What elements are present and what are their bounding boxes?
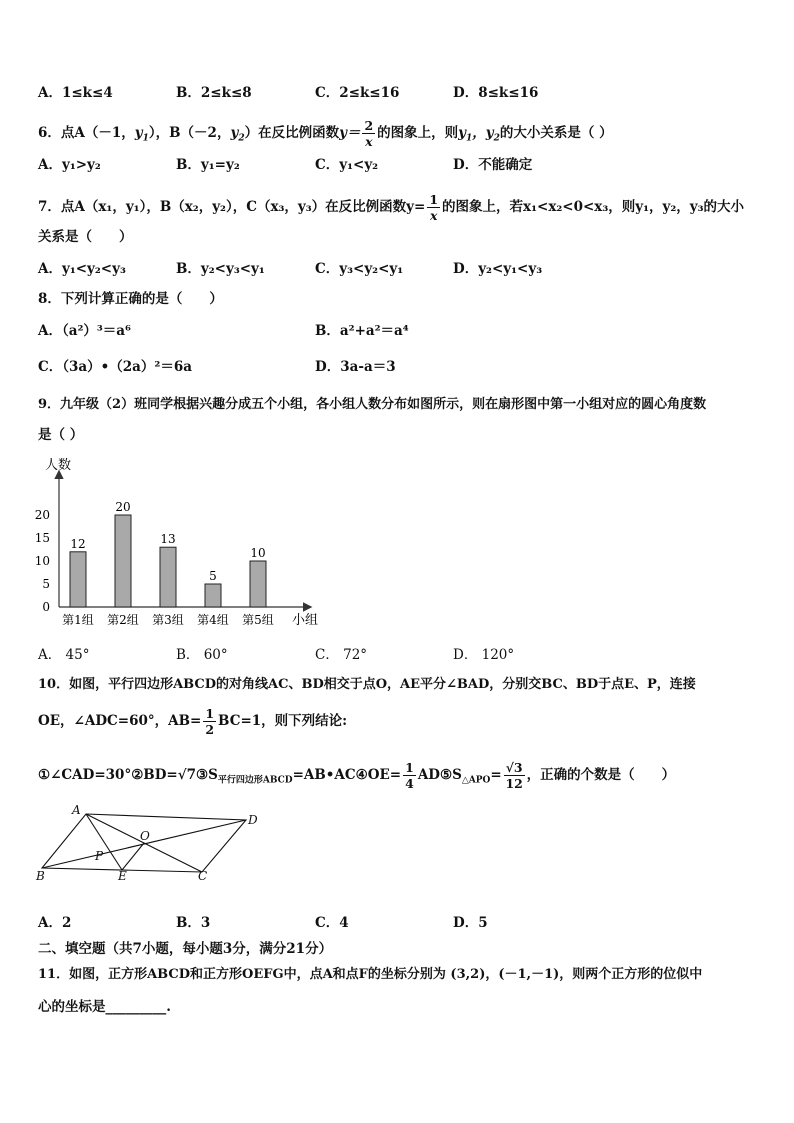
data-label-5: 10 <box>250 546 266 560</box>
q6-stem-part-e: 的大小关系是（ ） <box>499 125 613 141</box>
q9-bar-chart <box>30 452 330 634</box>
bar-1 <box>70 552 86 607</box>
category-label-3: 第3组 <box>152 613 184 627</box>
q8-option-b: B．a²+a²＝a⁴ <box>315 323 409 339</box>
category-label-2: 第2组 <box>107 613 139 627</box>
bar-4 <box>205 584 221 607</box>
q6-stem-part-d: 的图象上，则 <box>377 125 459 141</box>
label-a: A <box>72 803 81 817</box>
y-axis-label: 人数 <box>45 458 72 473</box>
q10-fraction-sqrt3: $\frac{√3}{12}$ <box>505 760 523 791</box>
q7-stem-line2: 关系是（ ） <box>38 229 133 245</box>
chart-bars <box>70 515 266 607</box>
q10-option-a: A．2 <box>38 915 72 931</box>
q10-area-subscript: 平行四边形ABCD <box>217 775 293 786</box>
q6-stem-part-b: ），B（－2， <box>148 125 231 141</box>
q10-option-c: C．4 <box>315 915 349 931</box>
y-tick-label: 0 <box>42 600 50 614</box>
q6-stem <box>38 118 613 149</box>
data-label-4: 5 <box>209 569 217 583</box>
q6-fraction: $\frac{2}{x}$ <box>364 118 374 149</box>
q7-stem-part-a: 7．点A（x₁，y₁），B（x₂，y₂），C（x₃，y₃）在反比例函数y= <box>38 199 426 215</box>
q6-y1y2: $y_1$，$y_2$ <box>458 125 500 144</box>
data-label-1: 12 <box>70 536 86 551</box>
q10-parallelogram-figure <box>30 802 270 880</box>
q10-stem-part-b1: OE，∠ADC=60°，AB= <box>38 713 202 729</box>
q6-option-a: A．y₁>y₂ <box>38 157 101 173</box>
q10-stem-line2 <box>38 706 347 737</box>
section-2-heading: 二、填空题（共7小题，每小题3分，满分21分） <box>38 941 333 957</box>
label-b: B <box>36 869 45 880</box>
q10-fraction-ab: $\frac{1}{2}$ <box>205 706 215 737</box>
q9-option-a: A． 45° <box>38 647 90 663</box>
q8-option-a: A．（a²）³＝a⁶ <box>38 323 131 339</box>
q10-fraction-oe: $\frac{1}{4}$ <box>405 760 414 791</box>
category-label-5: 第5组 <box>242 613 274 627</box>
q10-question-tail: ，正确的个数是（ ） <box>526 767 676 783</box>
q10-conclusion-3b: =AB•AC④OE= <box>292 767 402 783</box>
q6-option-d: D．不能确定 <box>453 157 533 173</box>
q9-stem-line1: 9．九年级（2）班同学根据兴趣分成五个小组，各小组人数分布如图所示，则在扇形图中第一小组对应的圆心角度数 <box>38 397 707 412</box>
data-label-2: 20 <box>115 500 131 514</box>
q5-option-d: D．8≤k≤16 <box>453 85 539 101</box>
q7-fraction: $\frac{1}{x}$ <box>429 192 439 223</box>
label-e: E <box>118 869 127 880</box>
q5-option-c: C．2≤k≤16 <box>315 85 400 101</box>
diagonal-bd <box>42 820 246 868</box>
bar-2 <box>115 515 131 607</box>
data-label-3: 13 <box>160 532 176 547</box>
q10-equals: = <box>490 767 502 783</box>
q9-option-c: C． 72° <box>315 647 368 663</box>
bar-5 <box>250 561 266 607</box>
q10-conclusion-5: AD⑤S <box>417 767 462 783</box>
q6-y2: $y_2$ <box>230 125 245 144</box>
q9-option-b: B． 60° <box>176 647 228 663</box>
y-tick-label: 15 <box>34 531 50 545</box>
category-label-1: 第1组 <box>62 613 94 627</box>
q10-option-b: B．3 <box>176 915 211 931</box>
y-tick-label: 5 <box>42 577 50 591</box>
q9-option-d: D． 120° <box>453 647 515 663</box>
q8-option-d: D．3a-a＝3 <box>315 359 396 375</box>
q6-stem-part-a: 6．点A（－1， <box>38 125 135 141</box>
q10-stem-part-b2: BC=1，则下列结论: <box>218 713 348 729</box>
q5-option-a: A．1≤k≤4 <box>38 85 113 101</box>
q7-stem-part-b: 的图象上，若x₁<x₂<0<x₃，则y₁，y₂，y₃的大小 <box>442 199 745 215</box>
q7-stem-line1 <box>38 192 744 223</box>
q9-stem-line2: 是（ ） <box>38 427 84 443</box>
q6-option-b: B．y₁=y₂ <box>176 157 240 173</box>
q10-option-d: D．5 <box>453 915 488 931</box>
q6-stem-part-c: ）在反比例函数 <box>244 125 340 141</box>
q7-option-b: B．y₂<y₃<y₁ <box>176 261 265 277</box>
q10-conclusions <box>38 760 675 791</box>
q6-function: y＝ <box>339 125 361 141</box>
chart-axes <box>59 472 310 607</box>
q10-stem-line1: 10．如图，平行四边形ABCD的对角线AC、BD相交于点O，AE平分∠BAD，分别交BC、BD于点E、P，连接 <box>38 677 696 692</box>
q6-y1: $y_1$ <box>134 125 149 144</box>
category-labels <box>62 613 274 627</box>
x-axis-label: 小组 <box>292 613 319 628</box>
q10-conclusion-3: ③S <box>196 767 218 783</box>
q10-triangle-subscript: △APO <box>461 775 491 786</box>
q7-option-d: D．y₂<y₁<y₃ <box>453 261 543 277</box>
q11-stem-line1: 11．如图，正方形ABCD和正方形OEFG中，点A和点F的坐标分别为 (3,2)，(－1,－1)，则两个正方形的位似中 <box>38 967 703 982</box>
q5-option-b: B．2≤k≤8 <box>176 85 252 101</box>
category-label-4: 第4组 <box>197 613 229 627</box>
q7-option-a: A．y₁<y₂<y₃ <box>38 261 126 277</box>
y-tick-label: 20 <box>34 508 50 522</box>
label-o: O <box>140 829 150 843</box>
q8-option-c: C．（3a）•（2a）²＝6a <box>38 359 192 375</box>
y-tick-labels <box>35 508 50 614</box>
y-tick-label: 10 <box>34 554 50 568</box>
q8-stem: 8．下列计算正确的是（ ） <box>38 291 223 307</box>
q7-option-c: C．y₃<y₂<y₁ <box>315 261 404 277</box>
label-c: C <box>198 869 208 880</box>
q6-option-c: C．y₁<y₂ <box>315 157 379 173</box>
q11-stem-line2: 心的坐标是_________. <box>38 999 171 1015</box>
label-p: P <box>95 849 104 863</box>
bar-3 <box>160 547 176 607</box>
q10-conclusion-1: ①∠CAD=30°②BD= <box>38 767 178 783</box>
q10-sqrt7: √7 <box>177 767 197 783</box>
label-d: D <box>248 813 258 827</box>
